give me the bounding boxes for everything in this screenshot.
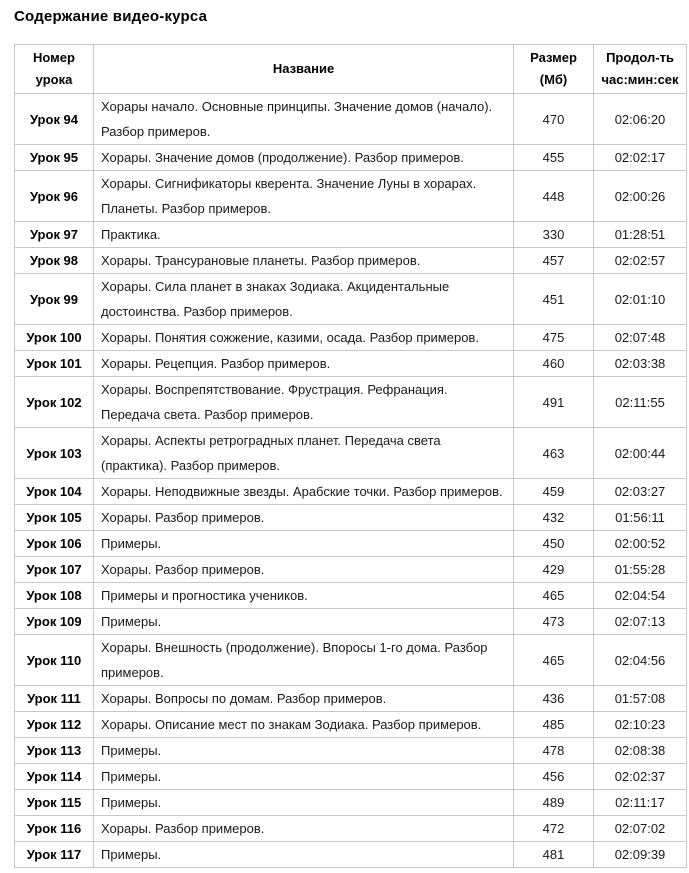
lesson-duration-cell: 02:07:13 [594,609,687,635]
lesson-duration-cell: 02:02:57 [594,248,687,274]
lesson-duration-cell: 02:04:54 [594,583,687,609]
header-lesson-number [15,45,94,94]
table-row [15,712,687,738]
header-size [514,45,594,94]
header-lesson-number-line1: Номер [33,50,75,65]
lesson-name-cell: Хорары. Понятия сожжение, казими, осада. Разбор примеров. [94,325,514,351]
lesson-size-cell: 455 [514,145,594,171]
table-row [15,842,687,868]
header-size-line2: (Мб) [539,72,568,87]
header-duration [594,45,687,94]
table-row [15,505,687,531]
table-row [15,351,687,377]
header-name-label: Название [272,61,335,76]
table-row [15,531,687,557]
lesson-name-cell: Примеры. [94,764,514,790]
lesson-duration-cell: 02:11:17 [594,790,687,816]
lesson-number-cell: Урок 101 [15,351,94,377]
lesson-name-cell: Хорары. Воспрепятствование. Фрустрация. Рефранация. Передача света. Разбор примеров. [94,377,514,428]
table-row [15,248,687,274]
lesson-duration-cell: 02:11:55 [594,377,687,428]
table-row [15,479,687,505]
lesson-number-cell: Урок 109 [15,609,94,635]
table-row [15,764,687,790]
lesson-name-cell: Хорары. Трансурановые планеты. Разбор примеров. [94,248,514,274]
lesson-size-cell: 465 [514,635,594,686]
lesson-duration-cell: 02:02:37 [594,764,687,790]
header-name [94,45,514,94]
lesson-number-cell: Урок 117 [15,842,94,868]
lesson-number-cell: Урок 100 [15,325,94,351]
lesson-size-cell: 470 [514,94,594,145]
page-title: Содержание видео-курса [14,8,208,25]
lesson-number-cell: Урок 105 [15,505,94,531]
lesson-name-cell: Хорары. Внешность (продолжение). Впоросы 1-го дома. Разбор примеров. [94,635,514,686]
table-row [15,171,687,222]
table-row [15,428,687,479]
lesson-number-cell: Урок 110 [15,635,94,686]
table-row [15,377,687,428]
lesson-duration-cell: 02:07:02 [594,816,687,842]
lesson-number-cell: Урок 94 [15,94,94,145]
lesson-duration-cell: 02:06:20 [594,94,687,145]
lesson-number-cell: Урок 108 [15,583,94,609]
lesson-number-cell: Урок 95 [15,145,94,171]
lesson-duration-cell: 01:28:51 [594,222,687,248]
lesson-name-cell: Хорары начало. Основные принципы. Значение домов (начало). Разбор примеров. [94,94,514,145]
lesson-duration-cell: 02:00:52 [594,531,687,557]
lesson-number-cell: Урок 98 [15,248,94,274]
table-row [15,816,687,842]
lesson-size-cell: 456 [514,764,594,790]
lesson-duration-cell: 02:04:56 [594,635,687,686]
table-row [15,738,687,764]
table-row [15,686,687,712]
lesson-size-cell: 460 [514,351,594,377]
lesson-name-cell: Хорары. Сигнификаторы кверента. Значение Луны в хорарах. Планеты. Разбор примеров. [94,171,514,222]
lesson-name-cell: Примеры. [94,790,514,816]
lesson-duration-cell: 02:01:10 [594,274,687,325]
lesson-size-cell: 448 [514,171,594,222]
lesson-duration-cell: 02:00:26 [594,171,687,222]
lesson-duration-cell: 02:08:38 [594,738,687,764]
lesson-name-cell: Хорары. Рецепция. Разбор примеров. [94,351,514,377]
table-row [15,274,687,325]
lesson-name-cell: Хорары. Значение домов (продолжение). Разбор примеров. [94,145,514,171]
lesson-size-cell: 457 [514,248,594,274]
lesson-number-cell: Урок 102 [15,377,94,428]
lesson-number-cell: Урок 97 [15,222,94,248]
lesson-duration-cell: 01:56:11 [594,505,687,531]
lesson-size-cell: 450 [514,531,594,557]
table-row [15,635,687,686]
lesson-size-cell: 478 [514,738,594,764]
course-contents-table [14,44,687,868]
lesson-duration-cell: 02:10:23 [594,712,687,738]
lesson-duration-cell: 02:02:17 [594,145,687,171]
lesson-number-cell: Урок 112 [15,712,94,738]
lesson-size-cell: 491 [514,377,594,428]
lesson-name-cell: Практика. [94,222,514,248]
table-row [15,583,687,609]
lesson-number-cell: Урок 116 [15,816,94,842]
lesson-size-cell: 481 [514,842,594,868]
lesson-size-cell: 473 [514,609,594,635]
lesson-name-cell: Хорары. Описание мест по знакам Зодиака. Разбор примеров. [94,712,514,738]
lesson-size-cell: 463 [514,428,594,479]
course-table-header [15,45,687,94]
lesson-number-cell: Урок 106 [15,531,94,557]
header-lesson-number-line2: урока [35,72,73,87]
lesson-number-cell: Урок 104 [15,479,94,505]
header-row [15,45,687,94]
lesson-number-cell: Урок 113 [15,738,94,764]
lesson-number-cell: Урок 96 [15,171,94,222]
lesson-duration-cell: 02:03:27 [594,479,687,505]
lesson-size-cell: 489 [514,790,594,816]
table-row [15,94,687,145]
table-row [15,145,687,171]
lesson-size-cell: 465 [514,583,594,609]
lesson-number-cell: Урок 111 [15,686,94,712]
lesson-number-cell: Урок 99 [15,274,94,325]
lesson-name-cell: Хорары. Разбор примеров. [94,505,514,531]
lesson-size-cell: 459 [514,479,594,505]
header-duration-line1: Продол-ть [606,50,674,65]
lesson-size-cell: 472 [514,816,594,842]
header-duration-line2: час:мин:сек [601,72,679,87]
table-row [15,325,687,351]
lesson-name-cell: Примеры. [94,738,514,764]
lesson-size-cell: 330 [514,222,594,248]
lesson-number-cell: Урок 115 [15,790,94,816]
table-row [15,790,687,816]
lesson-name-cell: Хорары. Разбор примеров. [94,557,514,583]
lesson-number-cell: Урок 114 [15,764,94,790]
lesson-name-cell: Хорары. Аспекты ретроградных планет. Передача света (практика). Разбор примеров. [94,428,514,479]
lesson-name-cell: Примеры. [94,842,514,868]
lesson-name-cell: Примеры и прогностика учеников. [94,583,514,609]
lesson-name-cell: Примеры. [94,609,514,635]
lesson-duration-cell: 01:55:28 [594,557,687,583]
lesson-size-cell: 451 [514,274,594,325]
lesson-size-cell: 485 [514,712,594,738]
lesson-name-cell: Хорары. Разбор примеров. [94,816,514,842]
lesson-duration-cell: 02:09:39 [594,842,687,868]
lesson-size-cell: 436 [514,686,594,712]
lesson-number-cell: Урок 103 [15,428,94,479]
lesson-size-cell: 432 [514,505,594,531]
lesson-duration-cell: 02:03:38 [594,351,687,377]
lesson-duration-cell: 01:57:08 [594,686,687,712]
lesson-name-cell: Хорары. Сила планет в знаках Зодиака. Акцидентальные достоинства. Разбор примеров. [94,274,514,325]
lesson-name-cell: Хорары. Вопросы по домам. Разбор примеров. [94,686,514,712]
lesson-size-cell: 429 [514,557,594,583]
table-row [15,609,687,635]
header-size-line1: Размер [530,50,577,65]
table-row [15,222,687,248]
lesson-name-cell: Примеры. [94,531,514,557]
lesson-duration-cell: 02:07:48 [594,325,687,351]
table-row [15,557,687,583]
lesson-number-cell: Урок 107 [15,557,94,583]
lesson-duration-cell: 02:00:44 [594,428,687,479]
lesson-size-cell: 475 [514,325,594,351]
lesson-name-cell: Хорары. Неподвижные звезды. Арабские точки. Разбор примеров. [94,479,514,505]
course-table-body [15,94,687,868]
